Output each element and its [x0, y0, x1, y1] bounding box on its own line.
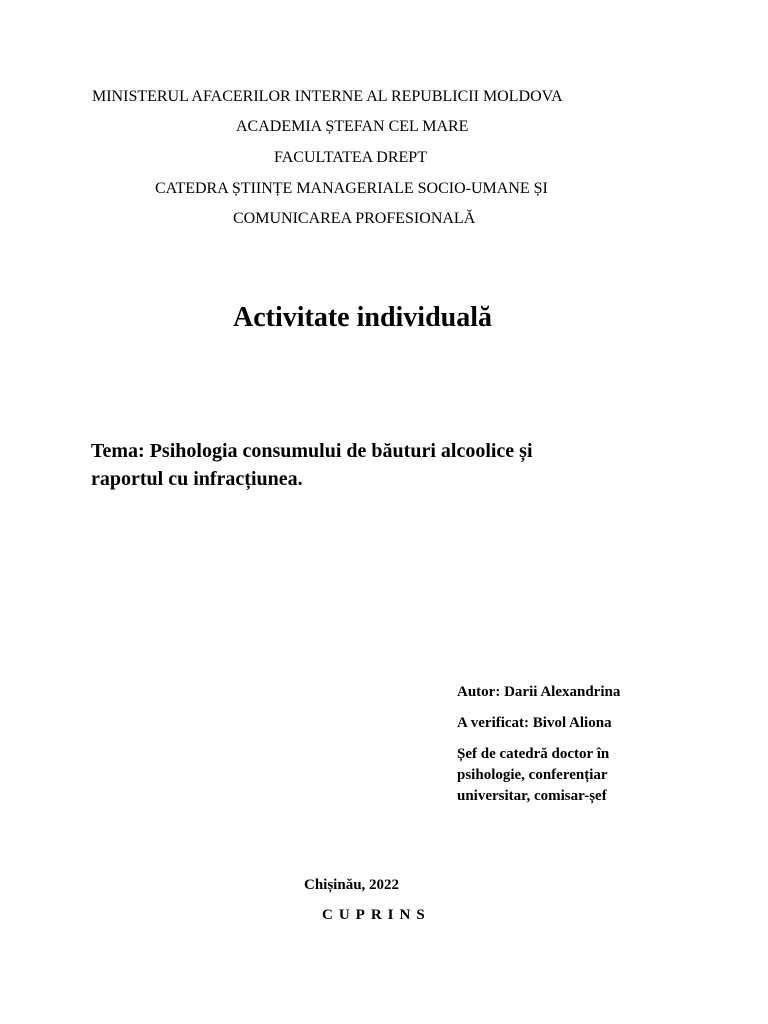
- verifier-role-line2: psihologie, conferențiar: [457, 767, 608, 783]
- verifier-line: A verificat: Bivol Aliona: [457, 715, 612, 731]
- document-title: Activitate individuală: [233, 302, 493, 333]
- department-heading-line1: CATEDRA ȘTIINȚE MANAGERIALE SOCIO-UMANE ȘI: [155, 180, 548, 197]
- faculty-heading: FACULTATEA DREPT: [274, 149, 427, 166]
- place-year: Chișinău, 2022: [304, 877, 400, 893]
- verifier-role-line1: Șef de catedră doctor în: [457, 746, 610, 762]
- ministry-heading: MINISTERUL AFACERILOR INTERNE AL REPUBLICII MOLDOVA: [92, 88, 563, 105]
- academy-heading: ACADEMIA ȘTEFAN CEL MARE: [236, 118, 469, 135]
- department-heading-line2: COMUNICAREA PROFESIONALĂ: [233, 210, 476, 227]
- contents-heading: CUPRINS: [322, 907, 431, 923]
- author-line: Autor: Darii Alexandrina: [457, 684, 621, 700]
- topic-line1: Tema: Psihologia consumului de băuturi alcoolice și: [91, 440, 533, 462]
- verifier-role-line3: universitar, comisar-șef: [457, 788, 607, 804]
- topic-line2: raportul cu infracțiunea.: [91, 468, 303, 490]
